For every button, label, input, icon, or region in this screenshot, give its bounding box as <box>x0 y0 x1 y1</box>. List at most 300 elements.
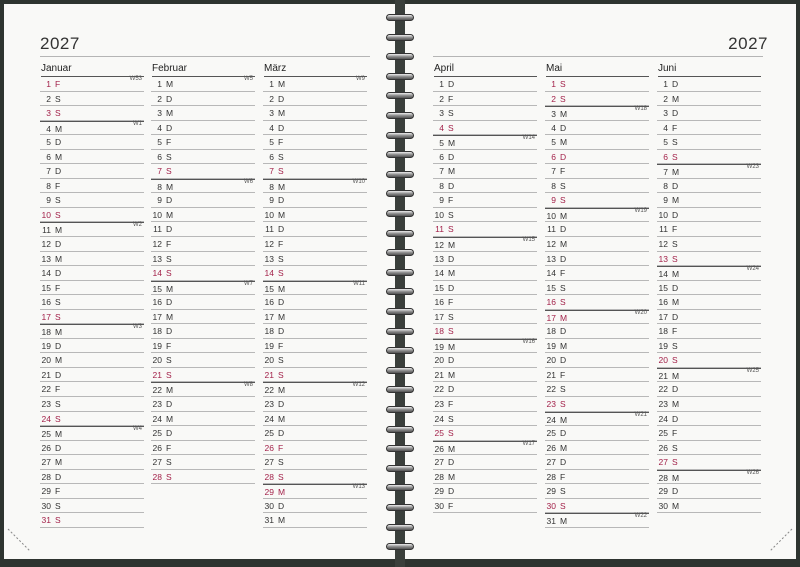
day-row <box>545 164 649 179</box>
day-row <box>545 121 649 136</box>
day-list <box>433 77 537 513</box>
day-number: 16 <box>546 297 556 308</box>
day-number: 14 <box>264 268 274 279</box>
weekday-letter: D <box>560 428 567 439</box>
day-row <box>151 339 255 354</box>
day-number: 9 <box>269 195 274 206</box>
weekday-letter: S <box>448 413 454 424</box>
day-number: 22 <box>658 384 668 395</box>
day-number: 14 <box>152 268 162 279</box>
day-number: 6 <box>439 151 444 162</box>
weekday-letter: D <box>448 355 455 366</box>
day-number: 9 <box>439 195 444 206</box>
weekday-letter: F <box>448 399 454 410</box>
day-number: 11 <box>153 224 162 235</box>
left-page <box>4 4 395 559</box>
day-row <box>40 266 144 281</box>
weekday-letter: M <box>166 181 174 192</box>
weekday-letter: D <box>448 151 455 162</box>
day-row <box>433 484 537 499</box>
weekday-letter: S <box>672 457 678 468</box>
day-row <box>433 310 537 325</box>
day-row <box>545 135 649 150</box>
month-name: Januar <box>41 62 144 77</box>
weekday-letter: F <box>55 180 61 191</box>
day-number: 13 <box>658 253 668 264</box>
day-number: 18 <box>152 326 162 337</box>
day-list <box>263 77 367 528</box>
day-number: 30 <box>41 500 51 511</box>
day-number: 3 <box>269 108 274 119</box>
day-row <box>545 353 649 368</box>
weekday-letter: S <box>672 137 678 148</box>
day-row <box>433 455 537 470</box>
day-number: 5 <box>157 137 162 148</box>
day-row <box>151 412 255 427</box>
weekday-letter: S <box>560 195 566 206</box>
day-row <box>151 281 255 296</box>
day-row <box>151 324 255 339</box>
day-row <box>433 266 537 281</box>
weekday-letter: D <box>672 311 679 322</box>
binding-ring <box>386 406 414 413</box>
day-row <box>657 368 761 383</box>
day-number: 1 <box>439 79 444 89</box>
day-row <box>545 237 649 252</box>
weekday-letter: D <box>672 108 679 119</box>
day-number: 2 <box>46 93 51 104</box>
day-row <box>263 324 367 339</box>
binding-ring <box>386 465 414 472</box>
day-row <box>40 484 144 499</box>
month-column <box>40 62 144 528</box>
day-row <box>40 513 144 528</box>
week-number: W7 <box>244 280 253 287</box>
day-number: 23 <box>546 399 556 410</box>
weekday-letter: S <box>55 297 61 308</box>
weekday-letter: D <box>166 326 173 337</box>
day-row <box>40 237 144 252</box>
day-number: 5 <box>551 137 556 148</box>
weekday-letter: D <box>560 457 567 468</box>
month-name: März <box>264 62 367 77</box>
day-row <box>657 179 761 194</box>
week-number: W22 <box>634 513 647 520</box>
day-row <box>263 426 367 441</box>
day-number: 5 <box>439 138 444 149</box>
day-row <box>657 382 761 397</box>
day-number: 27 <box>434 457 444 468</box>
day-row <box>40 208 144 223</box>
weekday-letter: M <box>672 399 680 410</box>
day-number: 20 <box>152 355 162 366</box>
day-number: 22 <box>41 384 51 395</box>
weekday-letter: S <box>55 93 61 104</box>
weekday-letter: S <box>560 486 566 497</box>
day-row <box>151 397 255 412</box>
day-number: 5 <box>46 137 51 148</box>
weekday-letter: M <box>55 327 63 338</box>
day-number: 18 <box>658 326 668 337</box>
day-row <box>657 426 761 441</box>
day-row <box>40 179 144 194</box>
weekday-letter: M <box>166 283 174 294</box>
day-row <box>545 295 649 310</box>
day-number: 20 <box>658 355 668 366</box>
day-number: 29 <box>264 487 274 498</box>
day-number: 12 <box>658 239 668 250</box>
day-number: 6 <box>46 151 51 162</box>
day-row <box>545 150 649 165</box>
day-row <box>151 353 255 368</box>
week-number: W15 <box>522 237 535 244</box>
day-row <box>263 121 367 136</box>
day-number: 8 <box>46 180 51 191</box>
day-row <box>151 252 255 267</box>
weekday-letter: M <box>278 515 286 526</box>
day-number: 10 <box>434 209 444 220</box>
day-number: 22 <box>152 385 162 396</box>
day-number: 3 <box>439 108 444 119</box>
binding-ring <box>386 308 414 315</box>
binding-ring <box>386 230 414 237</box>
day-row <box>433 150 537 165</box>
binding-ring <box>386 249 414 256</box>
day-number: 26 <box>264 442 274 453</box>
day-number: 12 <box>264 239 274 250</box>
day-row <box>40 252 144 267</box>
day-row <box>657 77 761 92</box>
day-number: 17 <box>546 312 556 323</box>
day-row <box>545 252 649 267</box>
day-row <box>40 499 144 514</box>
day-number: 7 <box>269 166 274 177</box>
weekday-letter: M <box>672 167 680 178</box>
day-number: 11 <box>659 224 668 235</box>
binding-ring <box>386 73 414 80</box>
weekday-letter: D <box>448 180 455 191</box>
day-row <box>545 92 649 107</box>
weekday-letter: M <box>55 429 63 440</box>
day-number: 19 <box>546 340 556 351</box>
day-number: 9 <box>551 195 556 206</box>
day-row <box>263 368 367 383</box>
weekday-letter: M <box>560 312 568 323</box>
day-number: 18 <box>434 326 444 337</box>
weekday-letter: M <box>448 268 456 279</box>
weekday-letter: D <box>672 209 679 220</box>
day-number: 28 <box>546 471 556 482</box>
weekday-letter: D <box>166 297 173 308</box>
binding-ring <box>386 53 414 60</box>
weekday-letter: D <box>672 486 679 497</box>
weekday-letter: D <box>560 326 567 337</box>
weekday-letter: S <box>278 471 284 482</box>
day-number: 7 <box>46 166 51 177</box>
weekday-letter: F <box>672 428 678 439</box>
weekday-letter: D <box>55 268 62 279</box>
day-number: 7 <box>551 166 556 177</box>
day-number: 10 <box>41 209 51 220</box>
weekday-letter: S <box>448 122 454 133</box>
day-number: 31 <box>41 515 51 526</box>
day-row <box>657 164 761 179</box>
weekday-letter: M <box>448 369 456 380</box>
day-number: 21 <box>546 369 556 380</box>
day-number: 17 <box>152 311 162 322</box>
day-row <box>545 208 649 223</box>
day-row <box>151 150 255 165</box>
weekday-letter: S <box>672 340 678 351</box>
day-number: 4 <box>439 122 444 133</box>
day-row <box>657 208 761 223</box>
weekday-letter: M <box>278 413 286 424</box>
day-row <box>40 222 144 237</box>
weekday-letter: F <box>448 500 454 511</box>
day-number: 26 <box>658 442 668 453</box>
weekday-letter: F <box>560 369 566 380</box>
weekday-letter: M <box>166 385 174 396</box>
weekday-letter: S <box>166 166 172 177</box>
weekday-letter: D <box>55 137 62 148</box>
day-row <box>151 164 255 179</box>
day-row <box>151 135 255 150</box>
day-row <box>263 92 367 107</box>
corner-ornament-icon <box>6 527 32 553</box>
weekday-letter: M <box>448 471 456 482</box>
week-number: W10 <box>352 178 365 185</box>
day-row <box>40 397 144 412</box>
day-row <box>40 295 144 310</box>
weekday-letter: F <box>278 442 284 453</box>
day-row <box>433 281 537 296</box>
day-row <box>657 397 761 412</box>
week-number: W26 <box>746 469 759 476</box>
weekday-letter: S <box>672 253 678 264</box>
weekday-letter: S <box>672 355 678 366</box>
weekday-letter: F <box>166 442 172 453</box>
day-row <box>545 412 649 427</box>
day-number: 19 <box>434 341 444 352</box>
day-row <box>151 266 255 281</box>
weekday-letter: S <box>560 384 566 395</box>
day-number: 1 <box>663 79 668 89</box>
day-number: 6 <box>269 151 274 162</box>
weekday-letter: D <box>55 166 62 177</box>
day-number: 17 <box>658 311 668 322</box>
weekday-letter: M <box>672 297 680 308</box>
day-row <box>263 208 367 223</box>
day-row <box>545 324 649 339</box>
day-number: 12 <box>41 239 51 250</box>
day-number: 16 <box>41 297 51 308</box>
day-row <box>433 77 537 92</box>
weekday-letter: S <box>560 297 566 308</box>
day-number: 15 <box>264 283 274 294</box>
day-row <box>545 513 649 528</box>
day-number: 4 <box>663 122 668 133</box>
day-row <box>263 295 367 310</box>
day-list <box>151 77 255 484</box>
day-row <box>433 164 537 179</box>
week-number: W4 <box>133 426 142 433</box>
day-row <box>657 150 761 165</box>
weekday-letter: M <box>166 79 174 89</box>
day-row <box>657 412 761 427</box>
weekday-letter: M <box>560 442 568 453</box>
day-number: 2 <box>551 93 556 104</box>
header-rule-right <box>433 56 763 57</box>
weekday-letter: F <box>55 384 61 395</box>
header-rule-left <box>40 56 370 57</box>
weekday-letter: F <box>672 122 678 133</box>
week-number: W21 <box>634 411 647 418</box>
month-name: Juni <box>658 62 761 77</box>
day-row <box>263 353 367 368</box>
weekday-letter: D <box>55 239 62 250</box>
day-number: 17 <box>264 311 274 322</box>
weekday-letter: F <box>55 486 61 497</box>
month-name: Februar <box>152 62 255 77</box>
day-number: 1 <box>551 79 556 89</box>
day-number: 30 <box>434 500 444 511</box>
right-page <box>405 4 796 559</box>
day-row <box>657 470 761 485</box>
day-row <box>151 237 255 252</box>
weekday-letter: F <box>55 282 61 293</box>
day-row <box>40 426 144 441</box>
binding-ring <box>386 34 414 41</box>
day-number: 15 <box>41 282 51 293</box>
day-number: 8 <box>157 181 162 192</box>
weekday-letter: M <box>166 108 174 119</box>
binding-ring <box>386 367 414 374</box>
day-row <box>657 121 761 136</box>
day-row <box>263 397 367 412</box>
week-number: W16 <box>522 338 535 345</box>
week-number: W17 <box>522 440 535 447</box>
day-row <box>545 310 649 325</box>
day-number: 14 <box>41 268 51 279</box>
day-number: 19 <box>41 340 51 351</box>
day-number: 27 <box>152 457 162 468</box>
day-number: 8 <box>551 180 556 191</box>
day-number: 24 <box>434 413 444 424</box>
day-number: 7 <box>663 167 668 178</box>
day-row <box>433 426 537 441</box>
day-number: 26 <box>41 442 51 453</box>
day-row <box>263 266 367 281</box>
day-row <box>433 92 537 107</box>
day-row <box>545 281 649 296</box>
day-number: 4 <box>551 122 556 133</box>
day-row <box>545 368 649 383</box>
weekday-letter: S <box>166 457 172 468</box>
day-number: 8 <box>269 181 274 192</box>
weekday-letter: S <box>55 413 61 424</box>
day-number: 5 <box>663 137 668 148</box>
day-row <box>263 499 367 514</box>
day-number: 21 <box>152 369 162 380</box>
day-row <box>263 412 367 427</box>
day-row <box>433 441 537 456</box>
weekday-letter: D <box>448 282 455 293</box>
binding-ring <box>386 269 414 276</box>
week-number: W18 <box>634 106 647 113</box>
day-row <box>263 382 367 397</box>
week-number: W2 <box>133 222 142 229</box>
day-number: 4 <box>157 122 162 133</box>
day-row <box>263 179 367 194</box>
day-row <box>433 368 537 383</box>
weekday-letter: D <box>166 399 173 410</box>
day-number: 11 <box>547 224 556 235</box>
day-row <box>263 470 367 485</box>
week-number: W3 <box>133 324 142 331</box>
weekday-letter: D <box>55 442 62 453</box>
day-row <box>40 121 144 136</box>
day-number: 8 <box>439 180 444 191</box>
day-number: 26 <box>152 442 162 453</box>
day-number: 4 <box>269 122 274 133</box>
weekday-letter: D <box>560 151 567 162</box>
day-number: 27 <box>546 457 556 468</box>
weekday-letter: S <box>560 79 566 89</box>
day-number: 2 <box>439 93 444 104</box>
day-number: 29 <box>434 486 444 497</box>
weekday-letter: F <box>166 137 172 148</box>
weekday-letter: M <box>560 137 568 148</box>
day-row <box>433 353 537 368</box>
weekday-letter: M <box>55 151 63 162</box>
weekday-letter: M <box>672 269 680 280</box>
day-number: 1 <box>157 79 162 89</box>
weekday-letter: M <box>278 209 286 220</box>
day-row <box>657 353 761 368</box>
day-row <box>40 339 144 354</box>
day-row <box>263 237 367 252</box>
weekday-letter: F <box>278 137 284 148</box>
day-number: 11 <box>265 224 274 235</box>
weekday-letter: F <box>672 326 678 337</box>
day-row <box>657 484 761 499</box>
weekday-letter: M <box>278 79 286 89</box>
weekday-letter: S <box>448 428 454 439</box>
day-number: 19 <box>658 340 668 351</box>
day-number: 13 <box>434 253 444 264</box>
weekday-letter: S <box>278 457 284 468</box>
day-number: 28 <box>658 472 668 483</box>
day-row <box>40 310 144 325</box>
day-number: 27 <box>264 457 274 468</box>
day-row <box>151 193 255 208</box>
day-number: 28 <box>41 471 51 482</box>
day-row <box>433 222 537 237</box>
weekday-letter: M <box>166 413 174 424</box>
weekday-letter: D <box>278 326 285 337</box>
day-number: 23 <box>41 399 51 410</box>
day-number: 20 <box>264 355 274 366</box>
day-number: 11 <box>435 224 444 235</box>
day-row <box>657 310 761 325</box>
weekday-letter: S <box>166 355 172 366</box>
binding-ring <box>386 132 414 139</box>
weekday-letter: D <box>560 253 567 264</box>
day-number: 29 <box>546 486 556 497</box>
weekday-letter: D <box>166 428 173 439</box>
weekday-letter: S <box>55 108 61 119</box>
day-row <box>545 193 649 208</box>
